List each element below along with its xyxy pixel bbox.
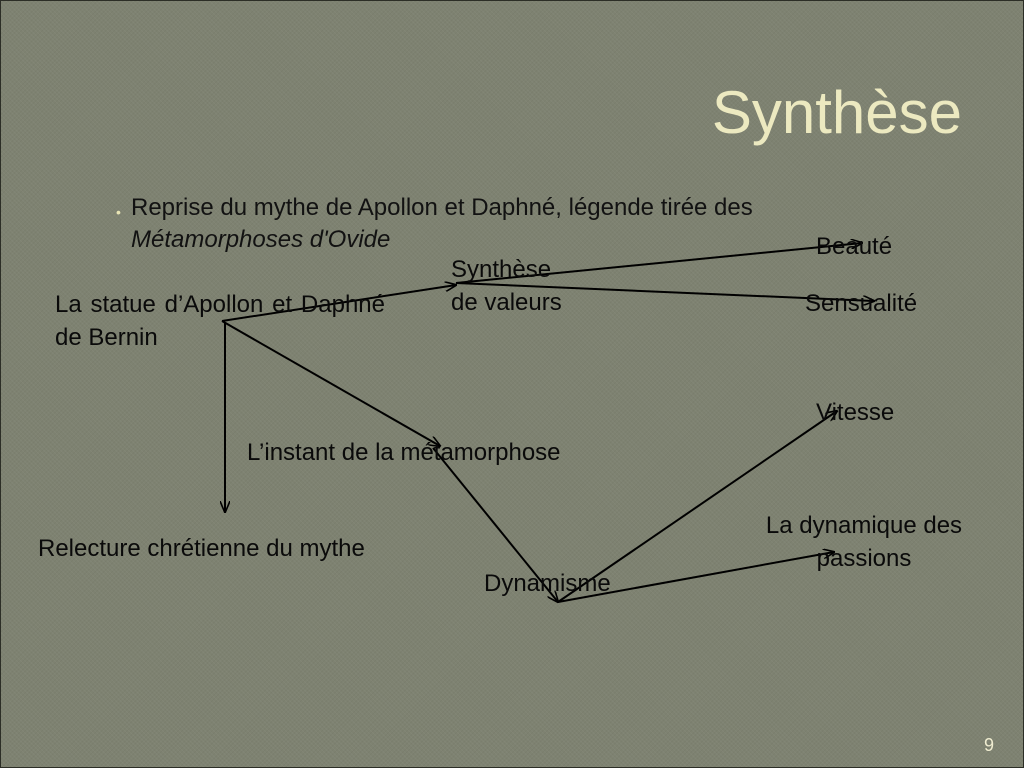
bullet-dot-icon: • bbox=[116, 204, 121, 220]
node-instant: L’instant de la métamorphose bbox=[247, 439, 561, 466]
node-statue: La statue d’Apollon et Daphné de Bernin bbox=[55, 291, 385, 351]
page-number: 9 bbox=[984, 735, 995, 755]
node-relecture: Relecture chrétienne du mythe bbox=[38, 535, 365, 562]
node-beaute: Beauté bbox=[816, 233, 893, 260]
node-passions: La dynamique des passions bbox=[765, 512, 963, 572]
slide-title: Synthèse bbox=[711, 79, 962, 146]
node-dynamisme: Dynamisme bbox=[484, 570, 611, 597]
bullet-text: Reprise du mythe de Apollon et Daphné, légende tirée des bbox=[131, 194, 753, 221]
bullet-italic-text: Métamorphoses d'Ovide bbox=[131, 226, 391, 253]
node-synthese-valeurs: Synthèse de valeurs bbox=[451, 256, 562, 316]
node-vitesse: Vitesse bbox=[816, 399, 895, 426]
node-sensualite: Sensualité bbox=[805, 290, 918, 317]
